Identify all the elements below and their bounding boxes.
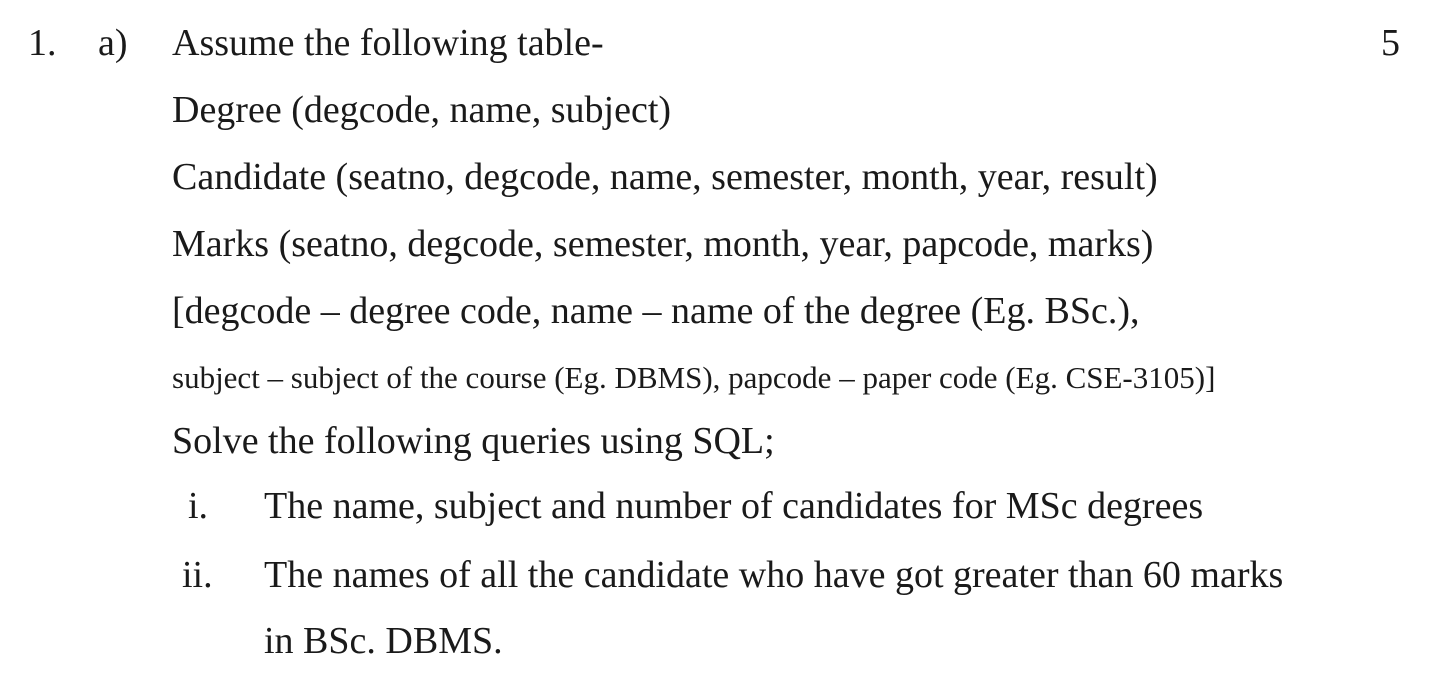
table-schema-marks: Marks (seatno, degcode, semester, month, year, papcode, marks): [172, 223, 1154, 265]
question-intro: Assume the following table-: [172, 22, 604, 64]
schema-note-line-2: subject – subject of the course (Eg. DBMS), papcode – paper code (Eg. CSE-3105)]: [172, 360, 1216, 395]
question-part-label: a): [98, 22, 128, 64]
query-text-ii: The names of all the candidate who have got greater than 60 marks: [264, 554, 1284, 596]
table-schema-degree: Degree (degcode, name, subject): [172, 89, 672, 131]
query-text-i: The name, subject and number of candidates for MSc degrees: [264, 485, 1204, 527]
query-text-ii-continuation: in BSc. DBMS.: [264, 620, 503, 662]
query-label-ii: ii.: [182, 554, 213, 596]
instruction-text: Solve the following queries using SQL;: [172, 420, 775, 462]
query-label-i: i.: [188, 485, 209, 527]
question-number: 1.: [28, 22, 57, 64]
table-schema-candidate: Candidate (seatno, degcode, name, semester, month, year, result): [172, 156, 1158, 198]
question-marks: 5: [1381, 22, 1400, 64]
schema-note-line-1: [degcode – degree code, name – name of the degree (Eg. BSc.),: [172, 290, 1140, 332]
